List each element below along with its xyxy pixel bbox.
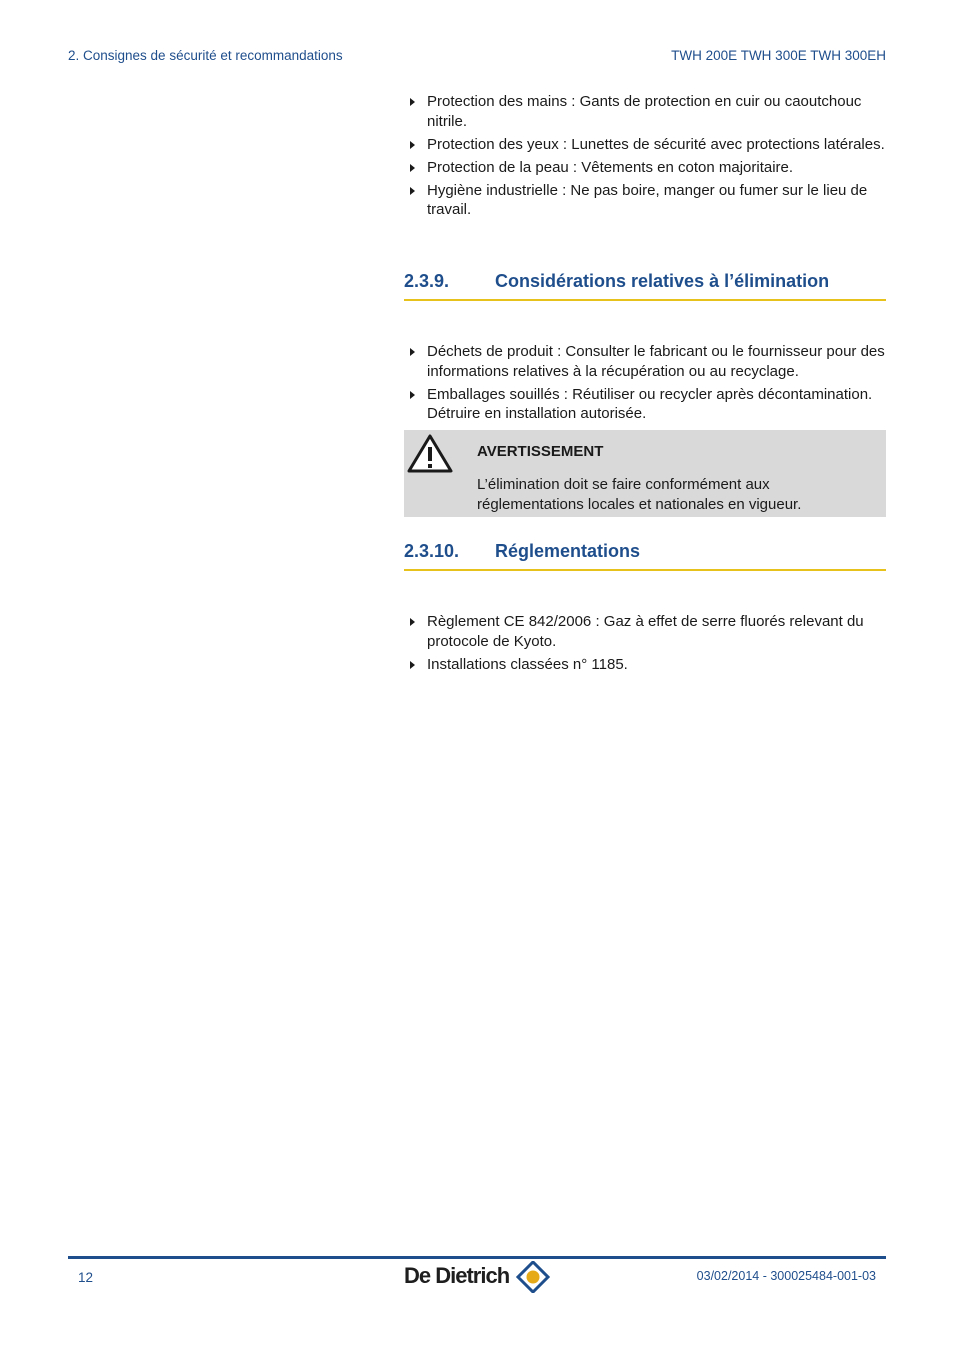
warning-title: AVERTISSEMENT bbox=[477, 443, 604, 460]
list-item: Déchets de produit : Consulter le fabricant ou le fournisseur pour des informations relatives à la récupération ou au recyclage. bbox=[404, 342, 886, 381]
brand-diamond-icon bbox=[516, 1261, 550, 1293]
list-item: Hygiène industrielle : Ne pas boire, manger ou fumer sur le lieu de travail. bbox=[404, 181, 886, 220]
bullet-arrow-icon bbox=[410, 141, 415, 149]
page-number: 12 bbox=[78, 1270, 94, 1285]
section-number: 2.3.10. bbox=[404, 541, 460, 561]
warning-triangle-icon bbox=[406, 432, 454, 479]
reglementations-list-container bbox=[404, 612, 886, 678]
list-item: Installations classées n° 1185. bbox=[404, 655, 886, 675]
bullet-arrow-icon bbox=[410, 348, 415, 356]
bullet-arrow-icon bbox=[410, 164, 415, 172]
section-number: 2.3.9. bbox=[404, 271, 450, 291]
list-item: Règlement CE 842/2006 : Gaz à effet de serre fluorés relevant du protocole de Kyoto. bbox=[404, 612, 886, 651]
bullet-arrow-icon bbox=[410, 618, 415, 626]
bullet-arrow-icon bbox=[410, 187, 415, 195]
reglementations-list bbox=[404, 612, 886, 674]
list-item: Protection des mains : Gants de protection en cuir ou caoutchouc nitrile. bbox=[404, 92, 886, 131]
list-item: Emballages souillés : Réutiliser ou recycler après décontamination. Détruire en installation autorisée. bbox=[404, 385, 886, 424]
section-heading-elimination bbox=[404, 271, 886, 301]
bullet-arrow-icon bbox=[410, 391, 415, 399]
warning-text: L’élimination doit se faire conformément aux réglementations locales et nationales en vigueur. bbox=[477, 476, 802, 513]
footer-divider bbox=[68, 1256, 886, 1259]
bullet-arrow-icon bbox=[410, 661, 415, 669]
elimination-list-container bbox=[404, 342, 886, 427]
protection-list bbox=[404, 92, 886, 220]
document-reference: 03/02/2014 - 300025484-001-03 bbox=[696, 1269, 876, 1283]
list-item: Protection de la peau : Vêtements en coton majoritaire. bbox=[404, 158, 886, 178]
section-heading-reglementations bbox=[404, 541, 886, 571]
elimination-list bbox=[404, 342, 886, 424]
section-title: Considérations relatives à l’élimination bbox=[495, 271, 830, 291]
warning-box bbox=[404, 430, 886, 517]
section-title: Réglementations bbox=[495, 541, 641, 561]
bullet-arrow-icon bbox=[410, 98, 415, 106]
brand-wordmark: De Dietrich bbox=[404, 1263, 510, 1288]
protection-list-container bbox=[404, 92, 886, 223]
header-models: TWH 200E TWH 300E TWH 300EH bbox=[671, 48, 886, 63]
header-section-title: 2. Consignes de sécurité et recommandations bbox=[68, 48, 343, 63]
list-item: Protection des yeux : Lunettes de sécurité avec protections latérales. bbox=[404, 135, 886, 155]
